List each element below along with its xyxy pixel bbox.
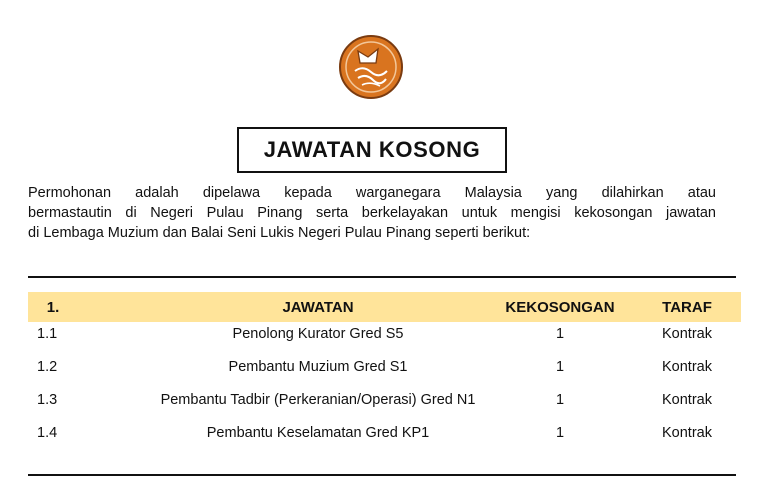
row-vacancies: 1 xyxy=(555,359,565,375)
row-number: 1.2 xyxy=(37,359,58,375)
title-box xyxy=(237,127,507,173)
row-status: Kontrak xyxy=(662,425,712,441)
table-row xyxy=(28,322,741,346)
header-vacancies: KEKOSONGAN xyxy=(505,298,615,316)
row-number: 1.1 xyxy=(37,326,58,342)
intro-line: bermastautin di Negeri Pulau Pinang serta berkelayakan untuk mengisi kekosongan jawatan xyxy=(28,205,716,221)
row-number: 1.3 xyxy=(37,392,58,408)
state-crest-icon xyxy=(338,34,404,100)
table-row xyxy=(28,388,741,412)
intro-line: Permohonan adalah dipelawa kepada warganegara Malaysia yang dilahirkan atau xyxy=(28,185,716,201)
row-status: Kontrak xyxy=(662,359,712,375)
table-top-rule xyxy=(28,276,736,278)
row-number: 1.4 xyxy=(37,425,58,441)
table-header-row xyxy=(28,292,741,322)
row-vacancies: 1 xyxy=(555,326,565,342)
page-title: JAWATAN KOSONG xyxy=(263,137,481,162)
header-status: TARAF xyxy=(662,298,712,316)
table-row xyxy=(28,355,741,379)
header-position: JAWATAN xyxy=(282,298,354,316)
row-position: Pembantu Keselamatan Gred KP1 xyxy=(206,425,430,441)
row-vacancies: 1 xyxy=(555,425,565,441)
table-bottom-rule xyxy=(28,474,736,476)
row-status: Kontrak xyxy=(662,326,712,342)
row-vacancies: 1 xyxy=(555,392,565,408)
row-position: Pembantu Tadbir (Perkeranian/Operasi) Gred N1 xyxy=(160,392,476,408)
intro-line: di Lembaga Muzium dan Balai Seni Lukis Negeri Pulau Pinang seperti berikut: xyxy=(28,225,531,241)
row-position: Pembantu Muzium Gred S1 xyxy=(228,359,408,375)
header-number: 1. xyxy=(46,298,60,316)
row-status: Kontrak xyxy=(662,392,712,408)
table-row xyxy=(28,421,741,445)
row-position: Penolong Kurator Gred S5 xyxy=(232,326,404,342)
intro-paragraph xyxy=(28,183,716,243)
